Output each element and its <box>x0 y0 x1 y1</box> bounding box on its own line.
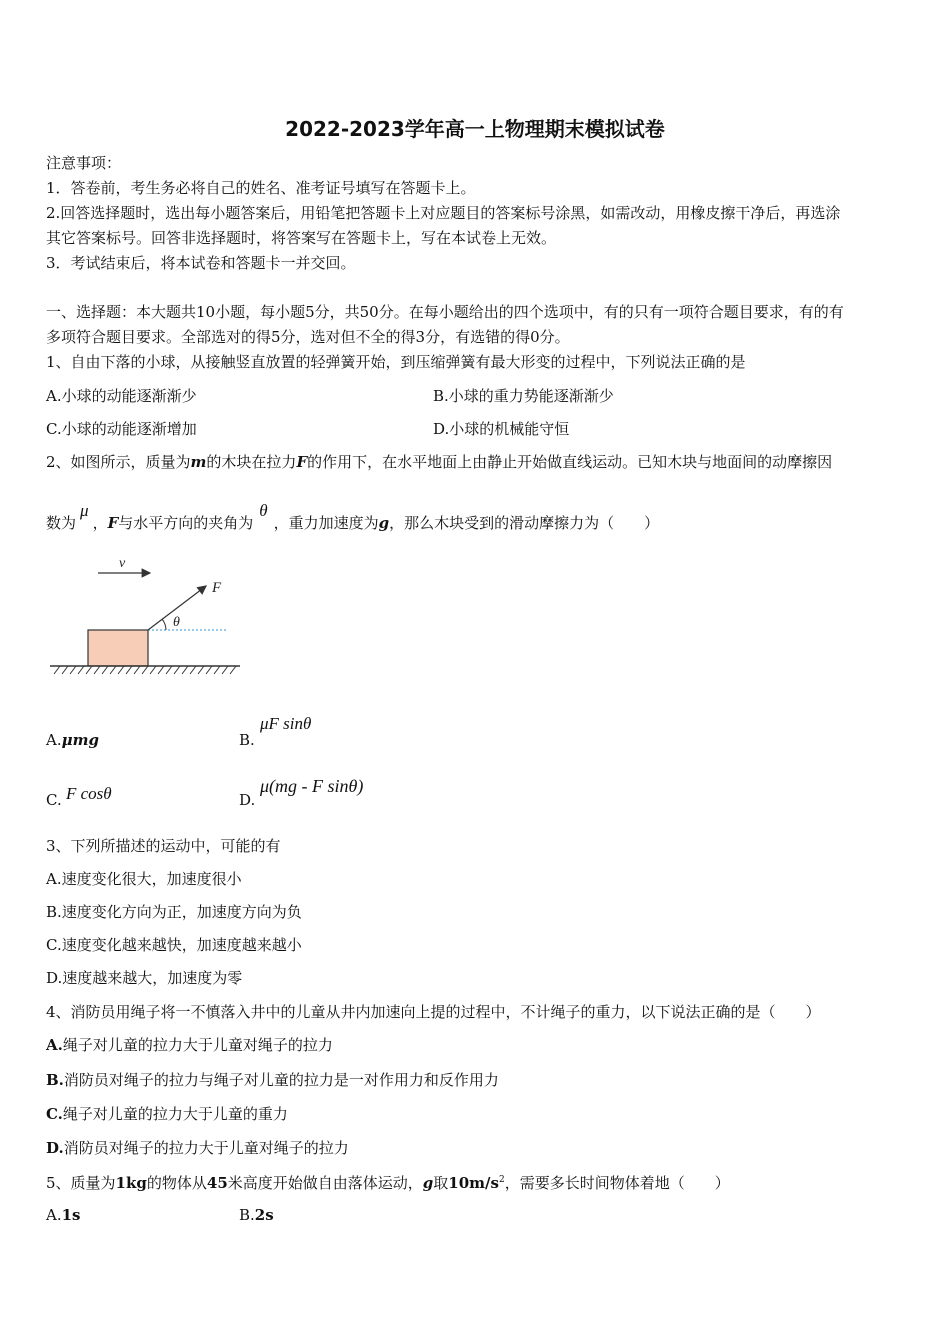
q4-option-b-label: B. <box>46 1071 64 1089</box>
q5-option-a-label: A. <box>46 1206 62 1224</box>
q4-option-a-text: 绳子对儿童的拉力大于儿童对绳子的拉力 <box>62 1036 333 1054</box>
notice-heading: 注意事项： <box>46 154 122 172</box>
q3-option-c: C.速度变化越来越快，加速度越来越小 <box>46 936 302 954</box>
page-title: 2022-2023学年高一上物理期末模拟试卷 <box>285 117 665 141</box>
q2-option-c-label: C. <box>46 791 62 809</box>
q2-var-F: F <box>107 514 119 532</box>
q4-option-b <box>46 1069 499 1090</box>
q3-option-a: A.速度变化很大，加速度很小 <box>46 870 242 888</box>
q2-option-b-label: B. <box>239 731 255 749</box>
q5-option-b-value: 2s <box>254 1206 274 1224</box>
section-instructions-1: 一、选择题：本大题共10小题，每小题5分，共50分。在每小题给出的四个选项中，有的只有一项符合题目要求，有的有 <box>46 303 844 321</box>
q3-option-b: B.速度变化方向为正，加速度方向为负 <box>46 903 302 921</box>
q5-text: 5、质量为 <box>46 1174 116 1192</box>
q2-text: 2、如图所示，质量为 <box>46 453 191 471</box>
q2-symbol-theta: θ <box>259 501 268 520</box>
q2-stem-line1 <box>46 451 832 472</box>
q5-option-a-value: 1s <box>61 1206 81 1224</box>
q4-option-d-text: 消防员对绳子的拉力大于儿童对绳子的拉力 <box>63 1139 349 1157</box>
q5-stem <box>46 1172 730 1193</box>
q5-gravity-value: 10m/s <box>448 1174 499 1192</box>
wooden-block <box>88 630 148 666</box>
q2-text: ，重力加速度为 <box>273 514 379 532</box>
q2-option-d-value: μ(mg - F sinθ) <box>260 776 364 796</box>
q2-text: 数为 <box>46 514 77 532</box>
q4-option-c-text: 绳子对儿童的拉力大于儿童的重力 <box>62 1105 288 1123</box>
q2-stem-line2 <box>46 501 660 533</box>
q2-text: 与水平方向的夹角为 <box>118 514 254 532</box>
q5-text: 的物体从 <box>146 1174 207 1192</box>
q2-option-d-label: D. <box>239 791 256 809</box>
q2-text: 的作用下，在水平地面上由静止开始做直线运动。已知木块与地面间的动摩擦因 <box>307 453 833 471</box>
q2-var-m: m <box>190 453 207 471</box>
q2-option-c-value: F cosθ <box>66 784 112 803</box>
velocity-label: v <box>119 556 126 571</box>
q5-option-b-label: B. <box>239 1206 255 1224</box>
q1-stem: 1、自由下落的小球，从接触竖直放置的轻弹簧开始，到压缩弹簧有最大形变的过程中，下列说法正确的是 <box>46 353 746 371</box>
q5-var-g: g <box>422 1174 434 1192</box>
q4-option-d-label: D. <box>46 1139 64 1157</box>
q5-option-b <box>239 1206 274 1224</box>
section-instructions-2: 多项符合题目要求。全部选对的得5分，选对但不全的得3分，有选错的得0分。 <box>46 328 570 346</box>
q4-option-c <box>46 1103 288 1124</box>
q4-option-a <box>46 1034 333 1055</box>
angle-arc <box>162 619 166 630</box>
q5-gravity-exponent: 2 <box>498 1175 505 1185</box>
q2-option-d <box>239 776 364 809</box>
notice-item-2: 2.回答选择题时，选出每小题答案后，用铅笔把答题卡上对应题目的答案标号涂黑，如需改动，用橡皮擦干净后，再选涂 <box>46 204 841 222</box>
q2-option-c <box>46 784 112 809</box>
q3-option-d: D.速度越来越大，加速度为零 <box>46 969 243 987</box>
q1-option-d: D.小球的机械能守恒 <box>433 420 570 438</box>
angle-label: θ <box>173 615 180 630</box>
q2-symbol-mu: μ <box>80 501 89 520</box>
q5-text: ，需要多长时间物体着地（ ） <box>504 1174 730 1192</box>
q4-option-b-text: 消防员对绳子的拉力与绳子对儿童的拉力是一对作用力和反作用力 <box>63 1071 499 1089</box>
q2-var-F: F <box>296 453 308 471</box>
q5-option-a <box>46 1206 81 1224</box>
q2-option-a-value: μmg <box>61 731 99 749</box>
q5-height: 45 <box>206 1174 228 1192</box>
q1-option-c: C.小球的动能逐渐增加 <box>46 420 197 438</box>
q2-option-a <box>46 731 99 749</box>
q4-stem: 4、消防员用绳子将一不慎落入井中的儿童从井内加速向上提的过程中，不计绳子的重力，以下说法正确的是（ ） <box>46 1003 821 1021</box>
q2-block-figure <box>40 550 250 680</box>
q2-var-g: g <box>378 514 390 532</box>
q2-option-b <box>239 714 312 749</box>
force-label: F <box>212 580 222 596</box>
notice-item-1: 1．答卷前，考生务必将自己的姓名、准考证号填写在答题卡上。 <box>46 179 476 197</box>
ground-hatching <box>54 666 236 674</box>
q4-option-d <box>46 1137 349 1158</box>
q4-option-a-label: A. <box>46 1036 63 1054</box>
notice-item-3: 3．考试结束后，将本试卷和答题卡一并交回。 <box>46 254 356 272</box>
q4-option-c-label: C. <box>46 1105 63 1123</box>
q2-option-a-label: A. <box>46 731 62 749</box>
q5-text: 米高度开始做自由落体运动， <box>227 1174 423 1192</box>
q5-mass: 1kg <box>115 1174 147 1192</box>
q2-text: ， <box>92 514 108 532</box>
q2-option-b-value: μF sinθ <box>260 714 312 733</box>
q2-text: ，那么木块受到的滑动摩擦力为（ ） <box>389 514 660 532</box>
q5-text: 取 <box>433 1174 449 1192</box>
notice-item-2-cont: 其它答案标号。回答非选择题时，将答案写在答题卡上，写在本试卷上无效。 <box>46 229 557 247</box>
q1-option-b: B.小球的重力势能逐渐渐少 <box>433 387 614 405</box>
q1-option-a: A.小球的动能逐渐渐少 <box>46 387 197 405</box>
q2-text: 的木块在拉力 <box>206 453 297 471</box>
q3-stem: 3、下列所描述的运动中，可能的有 <box>46 837 281 855</box>
